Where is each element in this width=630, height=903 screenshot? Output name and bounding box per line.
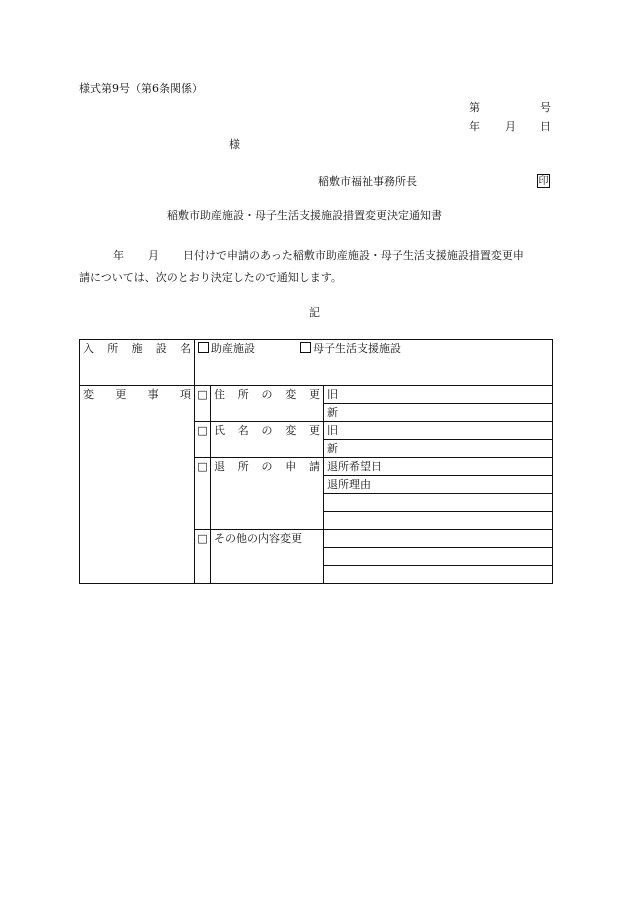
change-detail-table [79, 339, 553, 584]
exit-reason-field[interactable]: 退所理由 [324, 476, 553, 494]
body-line1: 日付けで申請のあった稲敷市助産施設・母子生活支援施設措置変更申 [183, 249, 524, 262]
date-day: 日 [540, 120, 551, 133]
checkbox-icon[interactable] [300, 342, 311, 353]
issuer-name: 稲敷市福祉事務所長 [318, 175, 417, 188]
name-new-field[interactable]: 新 [324, 440, 553, 458]
seal-mark: 印 [538, 176, 549, 187]
checkbox-exit[interactable]: □ [195, 458, 211, 530]
facility-label-cell: 入 所 施 設 名 [80, 340, 195, 386]
other-line-1[interactable] [324, 530, 553, 548]
exit-date-field[interactable]: 退所希望日 [324, 458, 553, 476]
checkbox-address[interactable]: □ [195, 386, 211, 422]
exit-reason-line-3[interactable] [324, 512, 553, 530]
other-line-3[interactable] [324, 566, 553, 584]
ki-label: 記 [309, 306, 320, 319]
date-month: 月 [505, 120, 516, 133]
change-label-cell: 変 更 事 項 [80, 386, 195, 584]
checkbox-name[interactable]: □ [195, 422, 211, 458]
address-change-label: 住 所 の 変 更 [211, 386, 324, 422]
other-line-2[interactable] [324, 548, 553, 566]
exit-reason-line-2[interactable] [324, 494, 553, 512]
body-year: 年 [113, 249, 124, 262]
address-old-field[interactable]: 旧 [324, 386, 553, 404]
doc-number-go: 号 [540, 101, 551, 114]
option-josan[interactable]: 助産施設 [198, 342, 255, 355]
name-change-label: 氏 名 の 変 更 [211, 422, 324, 458]
checkbox-icon[interactable] [198, 342, 209, 353]
doc-number-dai: 第 [469, 101, 480, 114]
date-year: 年 [469, 120, 480, 133]
other-change-label: その他の内容変更 [211, 530, 324, 584]
form-number: 様式第9号（第6条関係） [79, 82, 203, 95]
address-new-field[interactable]: 新 [324, 404, 553, 422]
facility-options-cell [195, 340, 553, 386]
body-line2: 請については、次のとおり決定したので通知します。 [79, 271, 342, 284]
exit-request-label: 退 所 の 申 請 [211, 458, 324, 530]
checkbox-other[interactable]: □ [195, 530, 211, 584]
body-month: 月 [148, 249, 159, 262]
option-boshi[interactable]: 母子生活支援施設 [300, 342, 401, 355]
addressee-suffix: 様 [229, 138, 240, 151]
document-title: 稲敷市助産施設・母子生活支援施設措置変更決定通知書 [167, 209, 442, 222]
name-old-field[interactable]: 旧 [324, 422, 553, 440]
body-text [79, 245, 551, 289]
